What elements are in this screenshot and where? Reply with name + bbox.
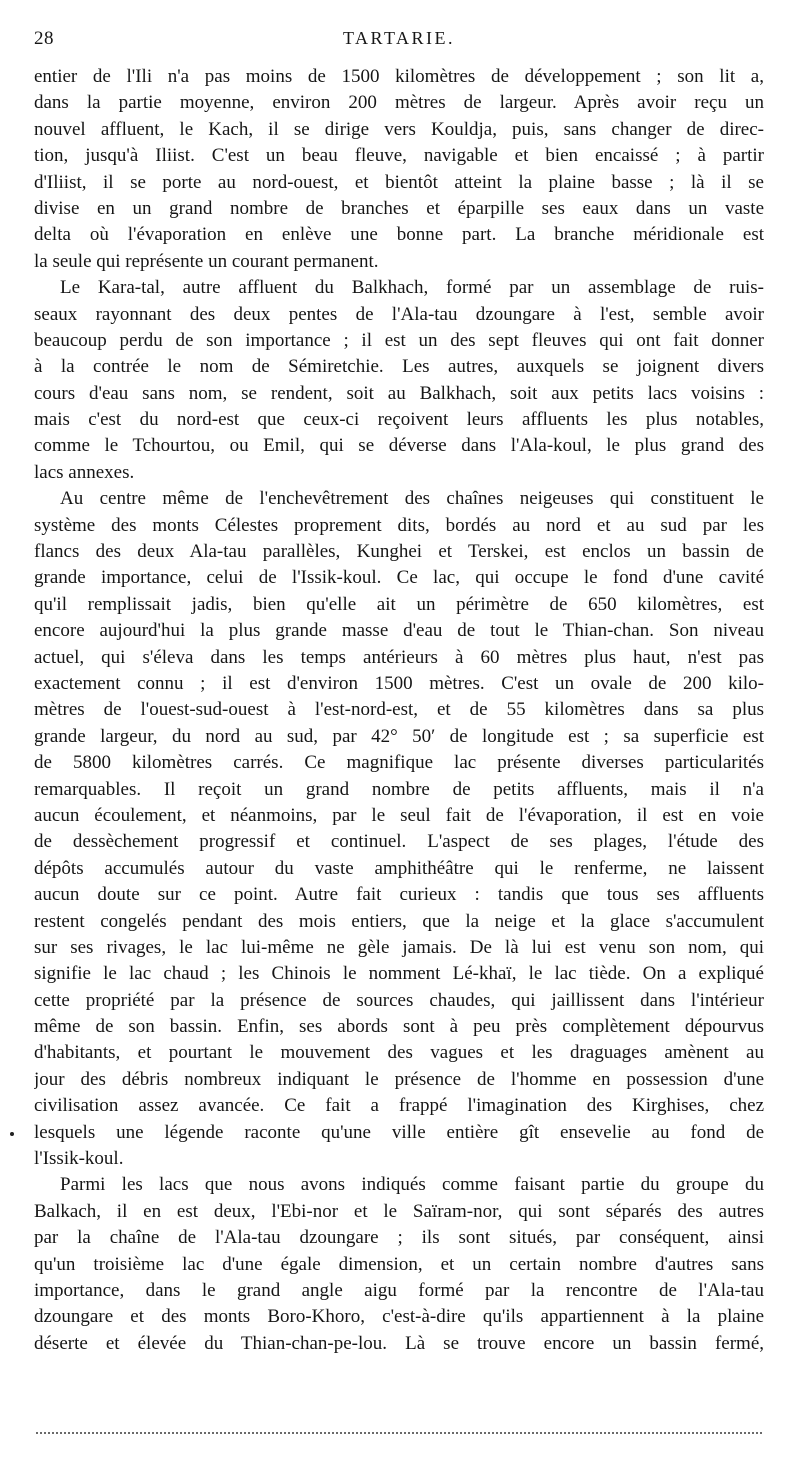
page-header — [34, 28, 764, 52]
text-line: à la contrée le nom de Sémiretchie. Les autres, auxquels se joignent divers — [34, 356, 764, 378]
text-line: dépôts accumulés autour du vaste amphithéâtre qui le renferme, ne laissent — [34, 857, 764, 879]
text-line: importance, dans le grand angle aigu formé par la rencontre de l'Ala-tau — [34, 1279, 764, 1301]
text-line: entier de l'Ili n'a pas moins de 1500 kilomètres de développement ; son lit a, — [34, 66, 764, 87]
text-line: mais c'est du nord-est que ceux-ci reçoivent leurs affluents les plus notables, — [34, 409, 764, 431]
text-line: remarquables. Il reçoit un grand nombre de petits affluents, mais il n'a — [34, 778, 764, 800]
text-line: grande importance, celui de l'Issik-koul. Ce lac, qui occupe le fond d'une cavité — [34, 567, 764, 589]
text-line: restent congelés pendant des mois entiers, que la neige et la glace s'accumulent — [34, 910, 764, 932]
text-line: divise en un grand nombre de branches et éparpille ses eaux dans un vaste — [34, 197, 764, 219]
text-line: aucun écoulement, et néanmoins, par le seul fait de l'évaporation, il est en voie — [34, 804, 764, 826]
text-line: d'Iliist, il se porte au nord-ouest, et bientôt atteint la plaine basse ; là il se — [34, 171, 764, 193]
text-line: cette propriété par la présence de sources chaudes, qui jaillissent dans l'intérieur — [34, 989, 764, 1011]
margin-dot-mark — [10, 1132, 14, 1136]
text-line: seaux rayonnant des deux pentes de l'Ala-tau dzoungare à l'est, semble avoir — [34, 303, 764, 325]
text-line: actuel, qui s'éleva dans les temps antérieurs à 60 mètres plus haut, n'est pas — [34, 646, 764, 668]
text-line: tion, jusqu'à Iliist. C'est un beau fleuve, navigable et bien encaissé ; à partir — [34, 145, 764, 167]
text-line: flancs des deux Ala-tau parallèles, Kunghei et Terskei, est enclos un bassin de — [34, 541, 764, 563]
text-line: beaucoup perdu de son importance ; il est un des sept fleuves qui ont fait donner — [34, 329, 764, 351]
text-line: delta où l'évaporation en enlève une bonne part. La branche méridionale est — [34, 224, 764, 246]
text-line: grande largeur, du nord au sud, par 42° 50′ de longitude est ; sa superficie est — [34, 725, 764, 747]
text-line: qu'il remplissait jadis, bien qu'elle ait un périmètre de 650 kilomètres, est — [34, 593, 764, 615]
text-line: encore aujourd'hui la plus grande masse d'eau de tout le Thian-chan. Son niveau — [34, 620, 764, 642]
text-line: système des monts Célestes proprement dits, bordés au nord et au sud par les — [34, 514, 764, 536]
text-line: mètres de l'ouest-sud-ouest à l'est-nord-est, et de 55 kilomètres dans sa plus — [34, 699, 764, 721]
text-line: d'habitants, et pourtant le mouvement des vagues et les draguages amènent au — [34, 1042, 764, 1064]
text-line: même de son bassin. Enfin, ses abords sont à peu près complètement dépourvus — [34, 1016, 764, 1038]
footer-dotted-rule — [36, 1432, 762, 1434]
text-line: par la chaîne de l'Ala-tau dzoungare ; ils sont situés, par conséquent, ainsi — [34, 1227, 764, 1249]
text-line: la seule qui représente un courant permanent. — [34, 250, 379, 272]
text-line: dzoungare et des monts Boro-Khoro, c'est-à-dire qu'ils appartiennent à la plaine — [34, 1306, 764, 1328]
body-text — [34, 64, 764, 1357]
text-line: jour des débris nombreux indiquant le présence de l'homme en possession d'une — [34, 1068, 764, 1090]
text-line: comme le Tchourtou, ou Emil, qui se déverse dans l'Ala-koul, le plus grand des — [34, 435, 764, 457]
text-line: dans la partie moyenne, environ 200 mètres de largeur. Après avoir reçu un — [34, 92, 764, 114]
paragraph-first-line: Au centre même de l'enchevêtrement des chaînes neigeuses qui constituent le — [60, 488, 764, 510]
page-number: 28 — [34, 28, 54, 49]
paragraph-first-line: Parmi les lacs que nous avons indiqués comme faisant partie du groupe du — [60, 1174, 764, 1196]
running-title: TARTARIE. — [342, 28, 456, 48]
text-line: l'Issik-koul. — [34, 1148, 124, 1170]
text-line: civilisation assez avancée. Ce fait a frappé l'imagination des Kirghises, chez — [34, 1095, 764, 1117]
text-line: cours d'eau sans nom, se rendent, soit au Balkhach, soit aux petits lacs voisins : — [34, 382, 764, 404]
text-line: exactement connu ; il est d'environ 1500 mètres. C'est un ovale de 200 kilo- — [34, 672, 764, 694]
paragraph-first-line: Le Kara-tal, autre affluent du Balkhach, formé par un assemblage de ruis- — [60, 277, 764, 299]
text-line: qu'un troisième lac d'une égale dimension, et un certain nombre d'autres sans — [34, 1253, 764, 1275]
text-line: de 5800 kilomètres carrés. Ce magnifique lac présente diverses particularités — [34, 752, 764, 774]
text-line: nouvel affluent, le Kach, il se dirige vers Kouldja, puis, sans changer de direc- — [34, 118, 764, 140]
text-line: déserte et élevée du Thian-chan-pe-lou. Là se trouve encore un bassin fermé, — [34, 1332, 764, 1354]
text-line: Balkach, il en est deux, l'Ebi-nor et le Saïram-nor, qui sont séparés des autres — [34, 1200, 764, 1222]
text-line: lacs annexes. — [34, 461, 135, 483]
text-line: sur ses rivages, le lac lui-même ne gèle jamais. De là lui est venu son nom, qui — [34, 936, 764, 958]
text-line: aucun doute sur ce point. Autre fait curieux : tandis que tous ses affluents — [34, 884, 764, 906]
text-line: lesquels une légende raconte qu'une ville entière gît ensevelie au fond de — [34, 1121, 764, 1143]
text-line: de dessèchement progressif et continuel. L'aspect de ses plages, l'étude des — [34, 831, 764, 853]
text-line: signifie le lac chaud ; les Chinois le nomment Lé-khaï, le lac tiède. On a expliqué — [34, 963, 764, 985]
